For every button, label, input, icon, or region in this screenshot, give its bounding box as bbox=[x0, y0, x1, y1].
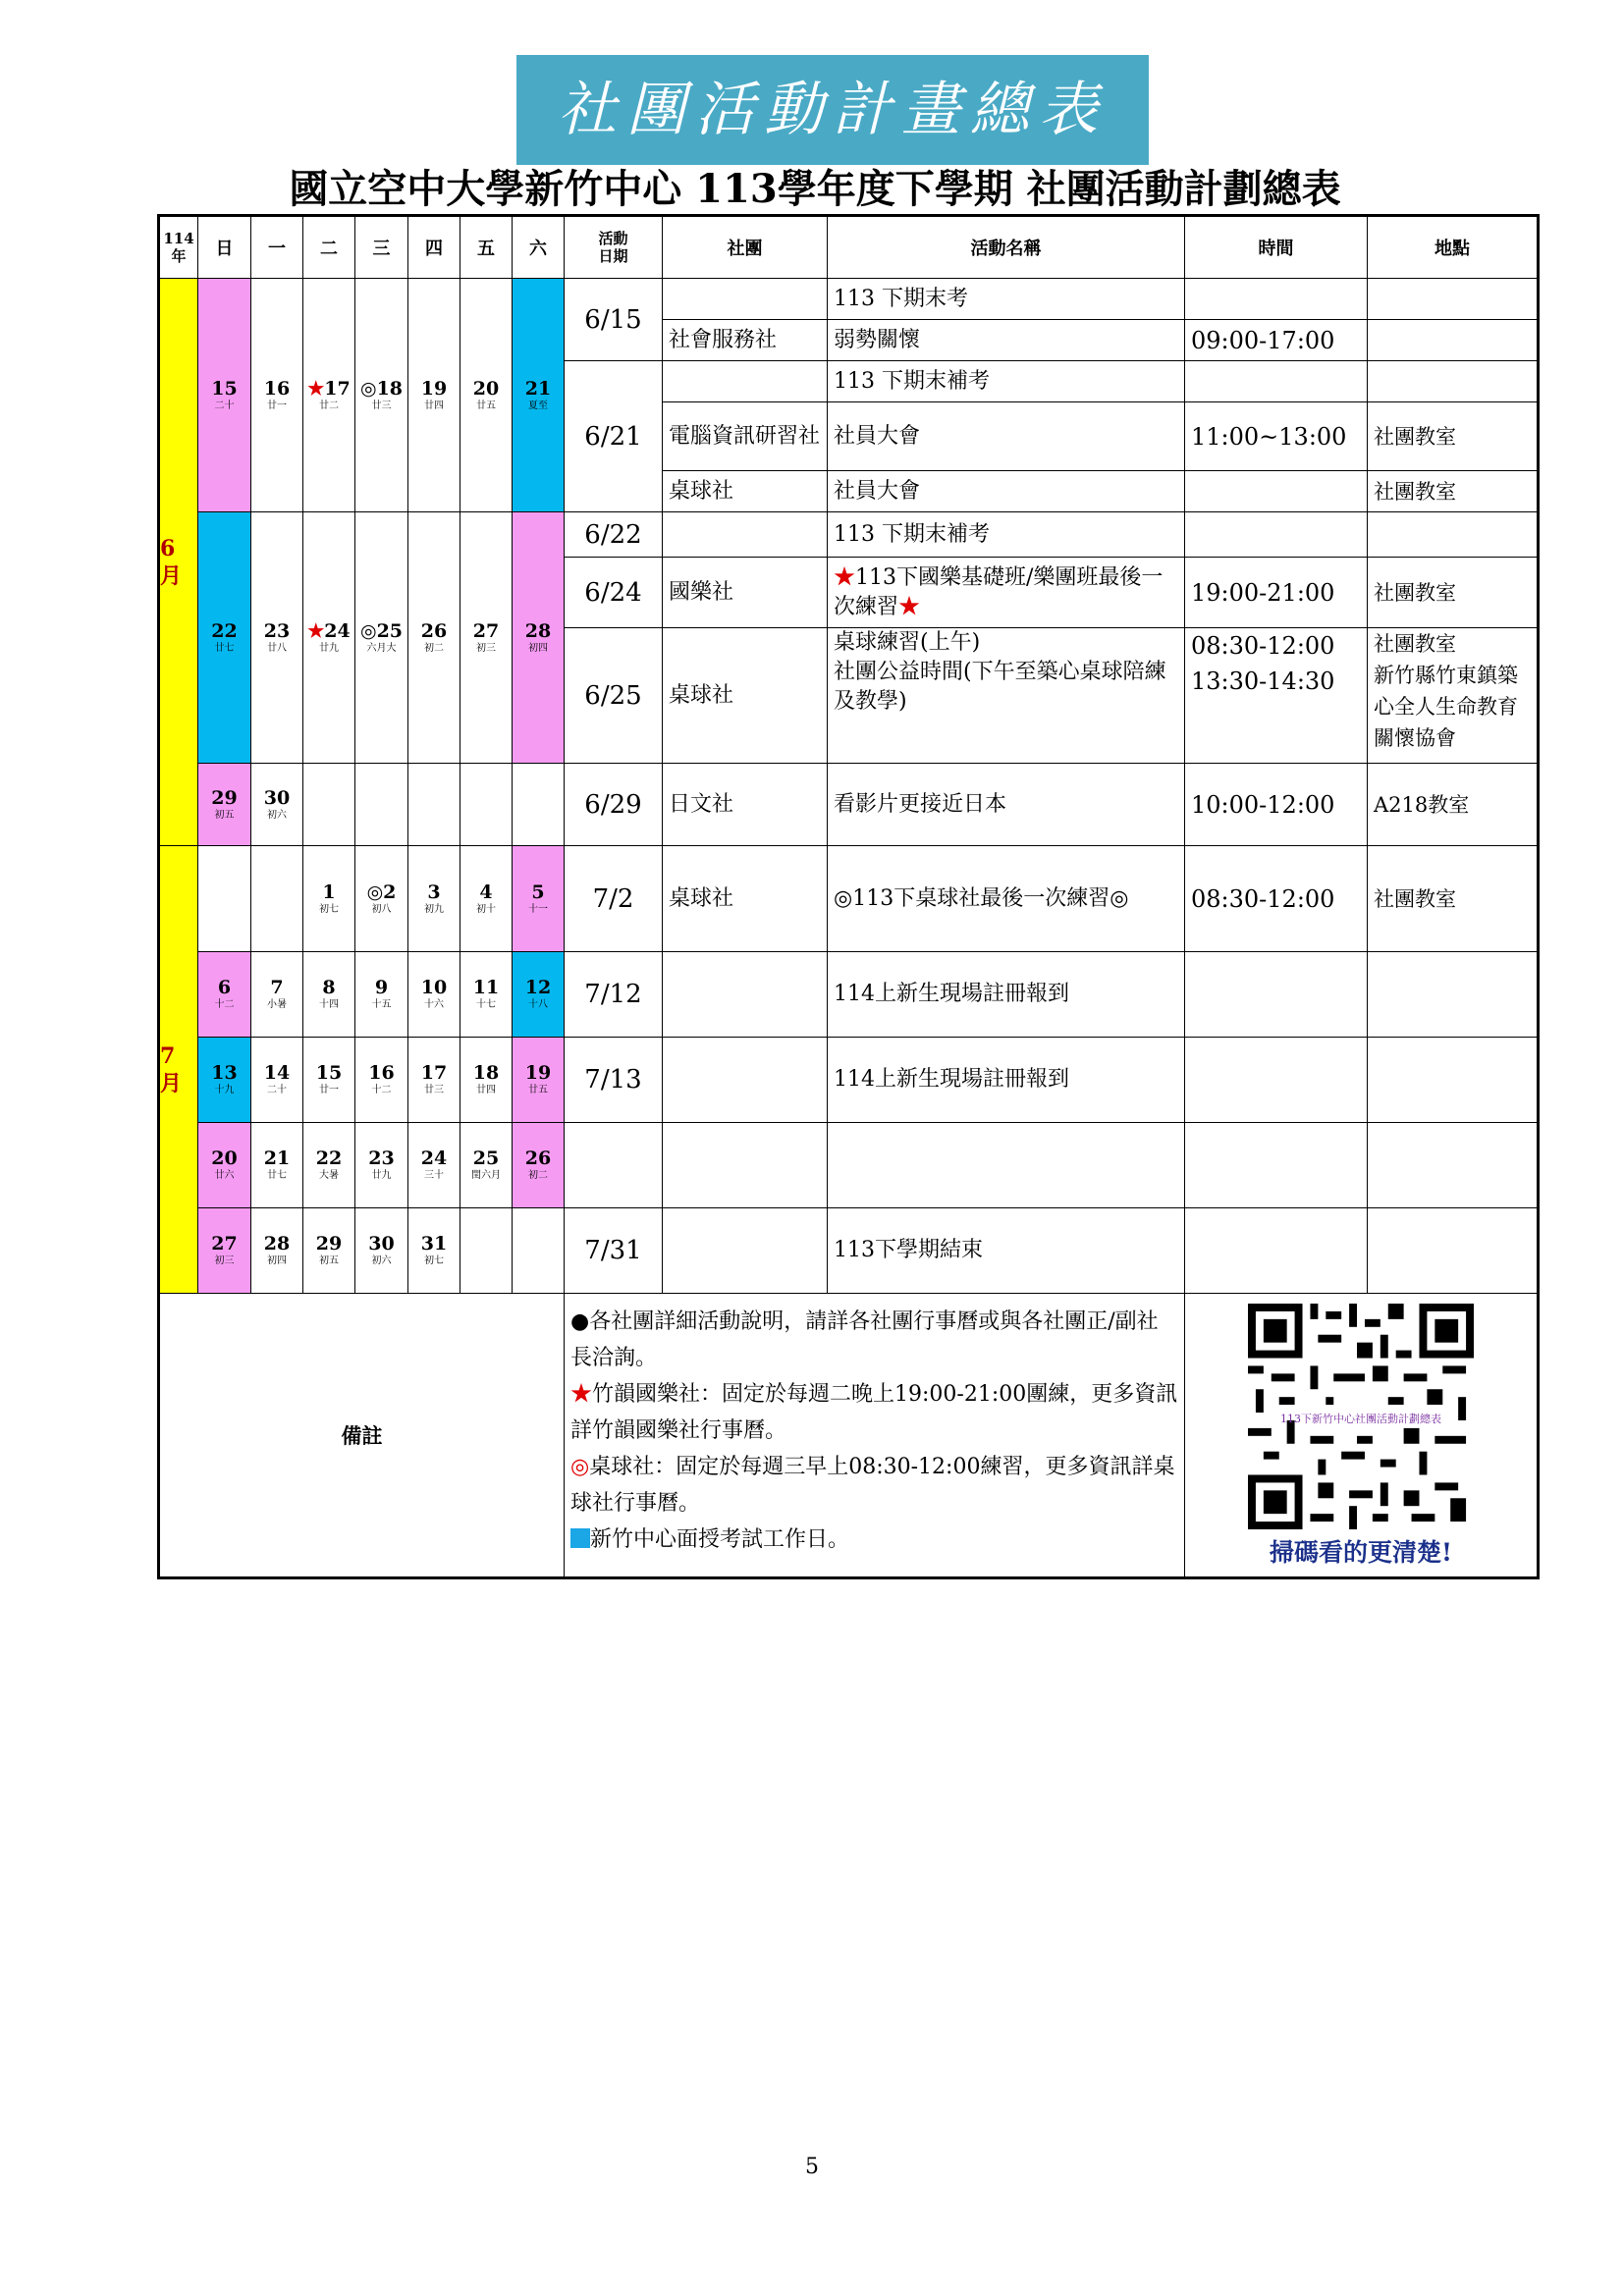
event-time bbox=[1185, 1123, 1368, 1208]
event-location: 社團教室 bbox=[1368, 402, 1539, 471]
day-cell: 24 三十 bbox=[408, 1123, 460, 1208]
event-time bbox=[1185, 1038, 1368, 1123]
table-row bbox=[159, 764, 1539, 846]
event-location: 社團教室 bbox=[1368, 558, 1539, 628]
event-activity: ★113下國樂基礎班/樂團班最後一次練習★ bbox=[828, 558, 1185, 628]
day-cell: 5 十一 bbox=[513, 846, 565, 952]
day-cell: ★24 廿九 bbox=[303, 512, 355, 764]
day-cell: 18 廿四 bbox=[460, 1038, 513, 1123]
event-club bbox=[663, 512, 828, 558]
day-cell: 30 初六 bbox=[251, 764, 303, 846]
day-cell: 1 初七 bbox=[303, 846, 355, 952]
event-club: 社會服務社 bbox=[663, 320, 828, 361]
day-cell: 31 初七 bbox=[408, 1208, 460, 1294]
day-cell bbox=[513, 1208, 565, 1294]
day-cell: 7 小暑 bbox=[251, 952, 303, 1038]
event-activity: 113 下期末補考 bbox=[828, 512, 1185, 558]
event-activity: 社員大會 bbox=[828, 402, 1185, 471]
note-4: 新竹中心面授考試工作日。 bbox=[570, 1522, 1178, 1558]
day-cell: 30 初六 bbox=[355, 1208, 408, 1294]
note-3: ◎桌球社：固定於每週三早上08:30-12:00練習，更多資訊詳桌球社行事曆。 bbox=[570, 1455, 1175, 1516]
table-row bbox=[159, 1038, 1539, 1123]
notes-content bbox=[565, 1294, 1185, 1578]
weekday-wed: 三 bbox=[355, 216, 408, 279]
day-cell: ◎2 初八 bbox=[355, 846, 408, 952]
weekday-sun: 日 bbox=[198, 216, 251, 279]
table-row bbox=[159, 846, 1539, 952]
event-club: 電腦資訊研習社 bbox=[663, 402, 828, 471]
event-activity: 弱勢關懷 bbox=[828, 320, 1185, 361]
cyan-square-icon bbox=[570, 1528, 590, 1548]
event-date: 6/15 bbox=[565, 279, 663, 361]
day-cell: 3 初九 bbox=[408, 846, 460, 952]
day-cell bbox=[303, 764, 355, 846]
day-cell: 4 初十 bbox=[460, 846, 513, 952]
event-activity: 114上新生現場註冊報到 bbox=[828, 952, 1185, 1038]
event-activity: 113 下期末補考 bbox=[828, 361, 1185, 402]
day-cell: 20 廿五 bbox=[460, 279, 513, 512]
event-location bbox=[1368, 512, 1539, 558]
day-cell: 15 二十 bbox=[198, 279, 251, 512]
page-banner: 社團活動計畫總表 bbox=[516, 55, 1149, 165]
event-time: 09:00-17:00 bbox=[1185, 320, 1368, 361]
event-location bbox=[1368, 1123, 1539, 1208]
event-club bbox=[663, 279, 828, 320]
day-cell: ◎25 六月大 bbox=[355, 512, 408, 764]
day-cell: 28 初四 bbox=[513, 512, 565, 764]
day-cell: 13 十九 bbox=[198, 1038, 251, 1123]
event-location bbox=[1368, 1208, 1539, 1294]
day-cell: 23 廿九 bbox=[355, 1123, 408, 1208]
month-july: 7 月 bbox=[159, 846, 198, 1294]
event-time bbox=[1185, 279, 1368, 320]
event-location bbox=[1368, 320, 1539, 361]
weekday-fri: 五 bbox=[460, 216, 513, 279]
day-cell: 27 初三 bbox=[198, 1208, 251, 1294]
event-date: 7/2 bbox=[565, 846, 663, 952]
activity-header: 活動名稱 bbox=[828, 216, 1185, 279]
day-cell: 6 十二 bbox=[198, 952, 251, 1038]
notes-row bbox=[159, 1294, 1539, 1578]
day-cell: 15 廿一 bbox=[303, 1038, 355, 1123]
event-date: 6/22 bbox=[565, 512, 663, 558]
event-date: 6/25 bbox=[565, 628, 663, 764]
event-time bbox=[1185, 512, 1368, 558]
event-club bbox=[663, 1208, 828, 1294]
day-cell: 16 十二 bbox=[355, 1038, 408, 1123]
event-activity bbox=[828, 1123, 1185, 1208]
event-time: 10:00-12:00 bbox=[1185, 764, 1368, 846]
event-club bbox=[663, 361, 828, 402]
event-date: 7/13 bbox=[565, 1038, 663, 1123]
event-club: 桌球社 bbox=[663, 471, 828, 512]
day-cell: 16 廿一 bbox=[251, 279, 303, 512]
event-location: A218教室 bbox=[1368, 764, 1539, 846]
event-activity: 113下學期結束 bbox=[828, 1208, 1185, 1294]
event-time bbox=[1185, 952, 1368, 1038]
day-cell bbox=[198, 846, 251, 952]
day-cell: 20 廿六 bbox=[198, 1123, 251, 1208]
weekday-mon: 一 bbox=[251, 216, 303, 279]
table-row bbox=[159, 512, 1539, 558]
day-cell: ★17 廿二 bbox=[303, 279, 355, 512]
event-location bbox=[1368, 1038, 1539, 1123]
day-cell bbox=[355, 764, 408, 846]
weekday-sat: 六 bbox=[513, 216, 565, 279]
day-cell: 12 十八 bbox=[513, 952, 565, 1038]
note-1: ●各社團詳細活動說明，請詳各社團行事曆或與各社團正/副社長洽詢。 bbox=[570, 1309, 1159, 1370]
day-cell: 29 初五 bbox=[303, 1208, 355, 1294]
event-location: 社團教室 bbox=[1368, 471, 1539, 512]
table-row bbox=[159, 1208, 1539, 1294]
event-location: 社團教室 新竹縣竹東鎮築心全人生命教育關懷協會 bbox=[1368, 628, 1539, 764]
day-cell bbox=[460, 1208, 513, 1294]
day-cell: 10 十六 bbox=[408, 952, 460, 1038]
note-2: ★竹韻國樂社：固定於每週二晚上19:00-21:00團練，更多資訊詳竹韻國樂社行事曆。 bbox=[570, 1382, 1178, 1443]
day-cell: 8 十四 bbox=[303, 952, 355, 1038]
day-cell: 9 十五 bbox=[355, 952, 408, 1038]
event-date: 7/12 bbox=[565, 952, 663, 1038]
qr-label: 113下新竹中心社團活動計劃總表 bbox=[1280, 1413, 1441, 1425]
page-title: 國立空中大學新竹中心 113學年度下學期 社團活動計劃總表 bbox=[289, 166, 1341, 212]
day-cell bbox=[513, 764, 565, 846]
event-time bbox=[1185, 471, 1368, 512]
event-time bbox=[1185, 1208, 1368, 1294]
day-cell: 23 廿八 bbox=[251, 512, 303, 764]
activity-calendar-table bbox=[157, 214, 1540, 1579]
qr-cell bbox=[1185, 1294, 1539, 1578]
day-cell: 21 廿七 bbox=[251, 1123, 303, 1208]
event-activity: 社員大會 bbox=[828, 471, 1185, 512]
notes-label: 備註 bbox=[159, 1294, 565, 1578]
event-location bbox=[1368, 952, 1539, 1038]
event-activity: 看影片更接近日本 bbox=[828, 764, 1185, 846]
weekday-thu: 四 bbox=[408, 216, 460, 279]
header-row bbox=[159, 216, 1539, 279]
event-date: 6/21 bbox=[565, 361, 663, 512]
year-header: 114 年 bbox=[159, 216, 198, 279]
day-cell: 25 閏六月 bbox=[460, 1123, 513, 1208]
event-activity: 113 下期末考 bbox=[828, 279, 1185, 320]
day-cell: 22 廿七 bbox=[198, 512, 251, 764]
page-number: 5 bbox=[805, 2155, 819, 2179]
day-cell: 22 大暑 bbox=[303, 1123, 355, 1208]
day-cell: 14 二十 bbox=[251, 1038, 303, 1123]
day-cell bbox=[251, 846, 303, 952]
event-location bbox=[1368, 279, 1539, 320]
month-june: 6 月 bbox=[159, 279, 198, 846]
event-club: 桌球社 bbox=[663, 628, 828, 764]
day-cell: ◎18 廿三 bbox=[355, 279, 408, 512]
event-activity: ◎113下桌球社最後一次練習◎ bbox=[828, 846, 1185, 952]
event-activity: 114上新生現場註冊報到 bbox=[828, 1038, 1185, 1123]
event-time: 08:30-12:00 13:30-14:30 bbox=[1185, 628, 1368, 764]
table-row bbox=[159, 952, 1539, 1038]
event-activity: 桌球練習(上午) 社團公益時間(下午至築心桌球陪練及教學) bbox=[828, 628, 1185, 764]
date-header: 活動 日期 bbox=[565, 216, 663, 279]
day-cell: 11 十七 bbox=[460, 952, 513, 1038]
day-cell bbox=[460, 764, 513, 846]
event-club: 國樂社 bbox=[663, 558, 828, 628]
location-header: 地點 bbox=[1368, 216, 1539, 279]
day-cell: 21 夏至 bbox=[513, 279, 565, 512]
day-cell: 28 初四 bbox=[251, 1208, 303, 1294]
day-cell: 26 初二 bbox=[513, 1123, 565, 1208]
event-club bbox=[663, 952, 828, 1038]
day-cell bbox=[408, 764, 460, 846]
day-cell: 17 廿三 bbox=[408, 1038, 460, 1123]
event-date: 6/24 bbox=[565, 558, 663, 628]
event-location bbox=[1368, 361, 1539, 402]
day-cell: 19 廿五 bbox=[513, 1038, 565, 1123]
event-club bbox=[663, 1123, 828, 1208]
time-header: 時間 bbox=[1185, 216, 1368, 279]
qr-caption: 掃碼看的更清楚! bbox=[1270, 1538, 1452, 1567]
club-header: 社團 bbox=[663, 216, 828, 279]
table-row bbox=[159, 279, 1539, 320]
day-cell: 29 初五 bbox=[198, 764, 251, 846]
weekday-tue: 二 bbox=[303, 216, 355, 279]
table-row bbox=[159, 1123, 1539, 1208]
day-cell: 26 初二 bbox=[408, 512, 460, 764]
event-time bbox=[1185, 361, 1368, 402]
event-time: 11:00~13:00 bbox=[1185, 402, 1368, 471]
event-club: 桌球社 bbox=[663, 846, 828, 952]
event-date bbox=[565, 1123, 663, 1208]
event-time: 19:00-21:00 bbox=[1185, 558, 1368, 628]
event-date: 6/29 bbox=[565, 764, 663, 846]
event-club bbox=[663, 1038, 828, 1123]
day-cell: 19 廿四 bbox=[408, 279, 460, 512]
event-date: 7/31 bbox=[565, 1208, 663, 1294]
event-location: 社團教室 bbox=[1368, 846, 1539, 952]
day-cell: 27 初三 bbox=[460, 512, 513, 764]
event-club: 日文社 bbox=[663, 764, 828, 846]
event-time: 08:30-12:00 bbox=[1185, 846, 1368, 952]
